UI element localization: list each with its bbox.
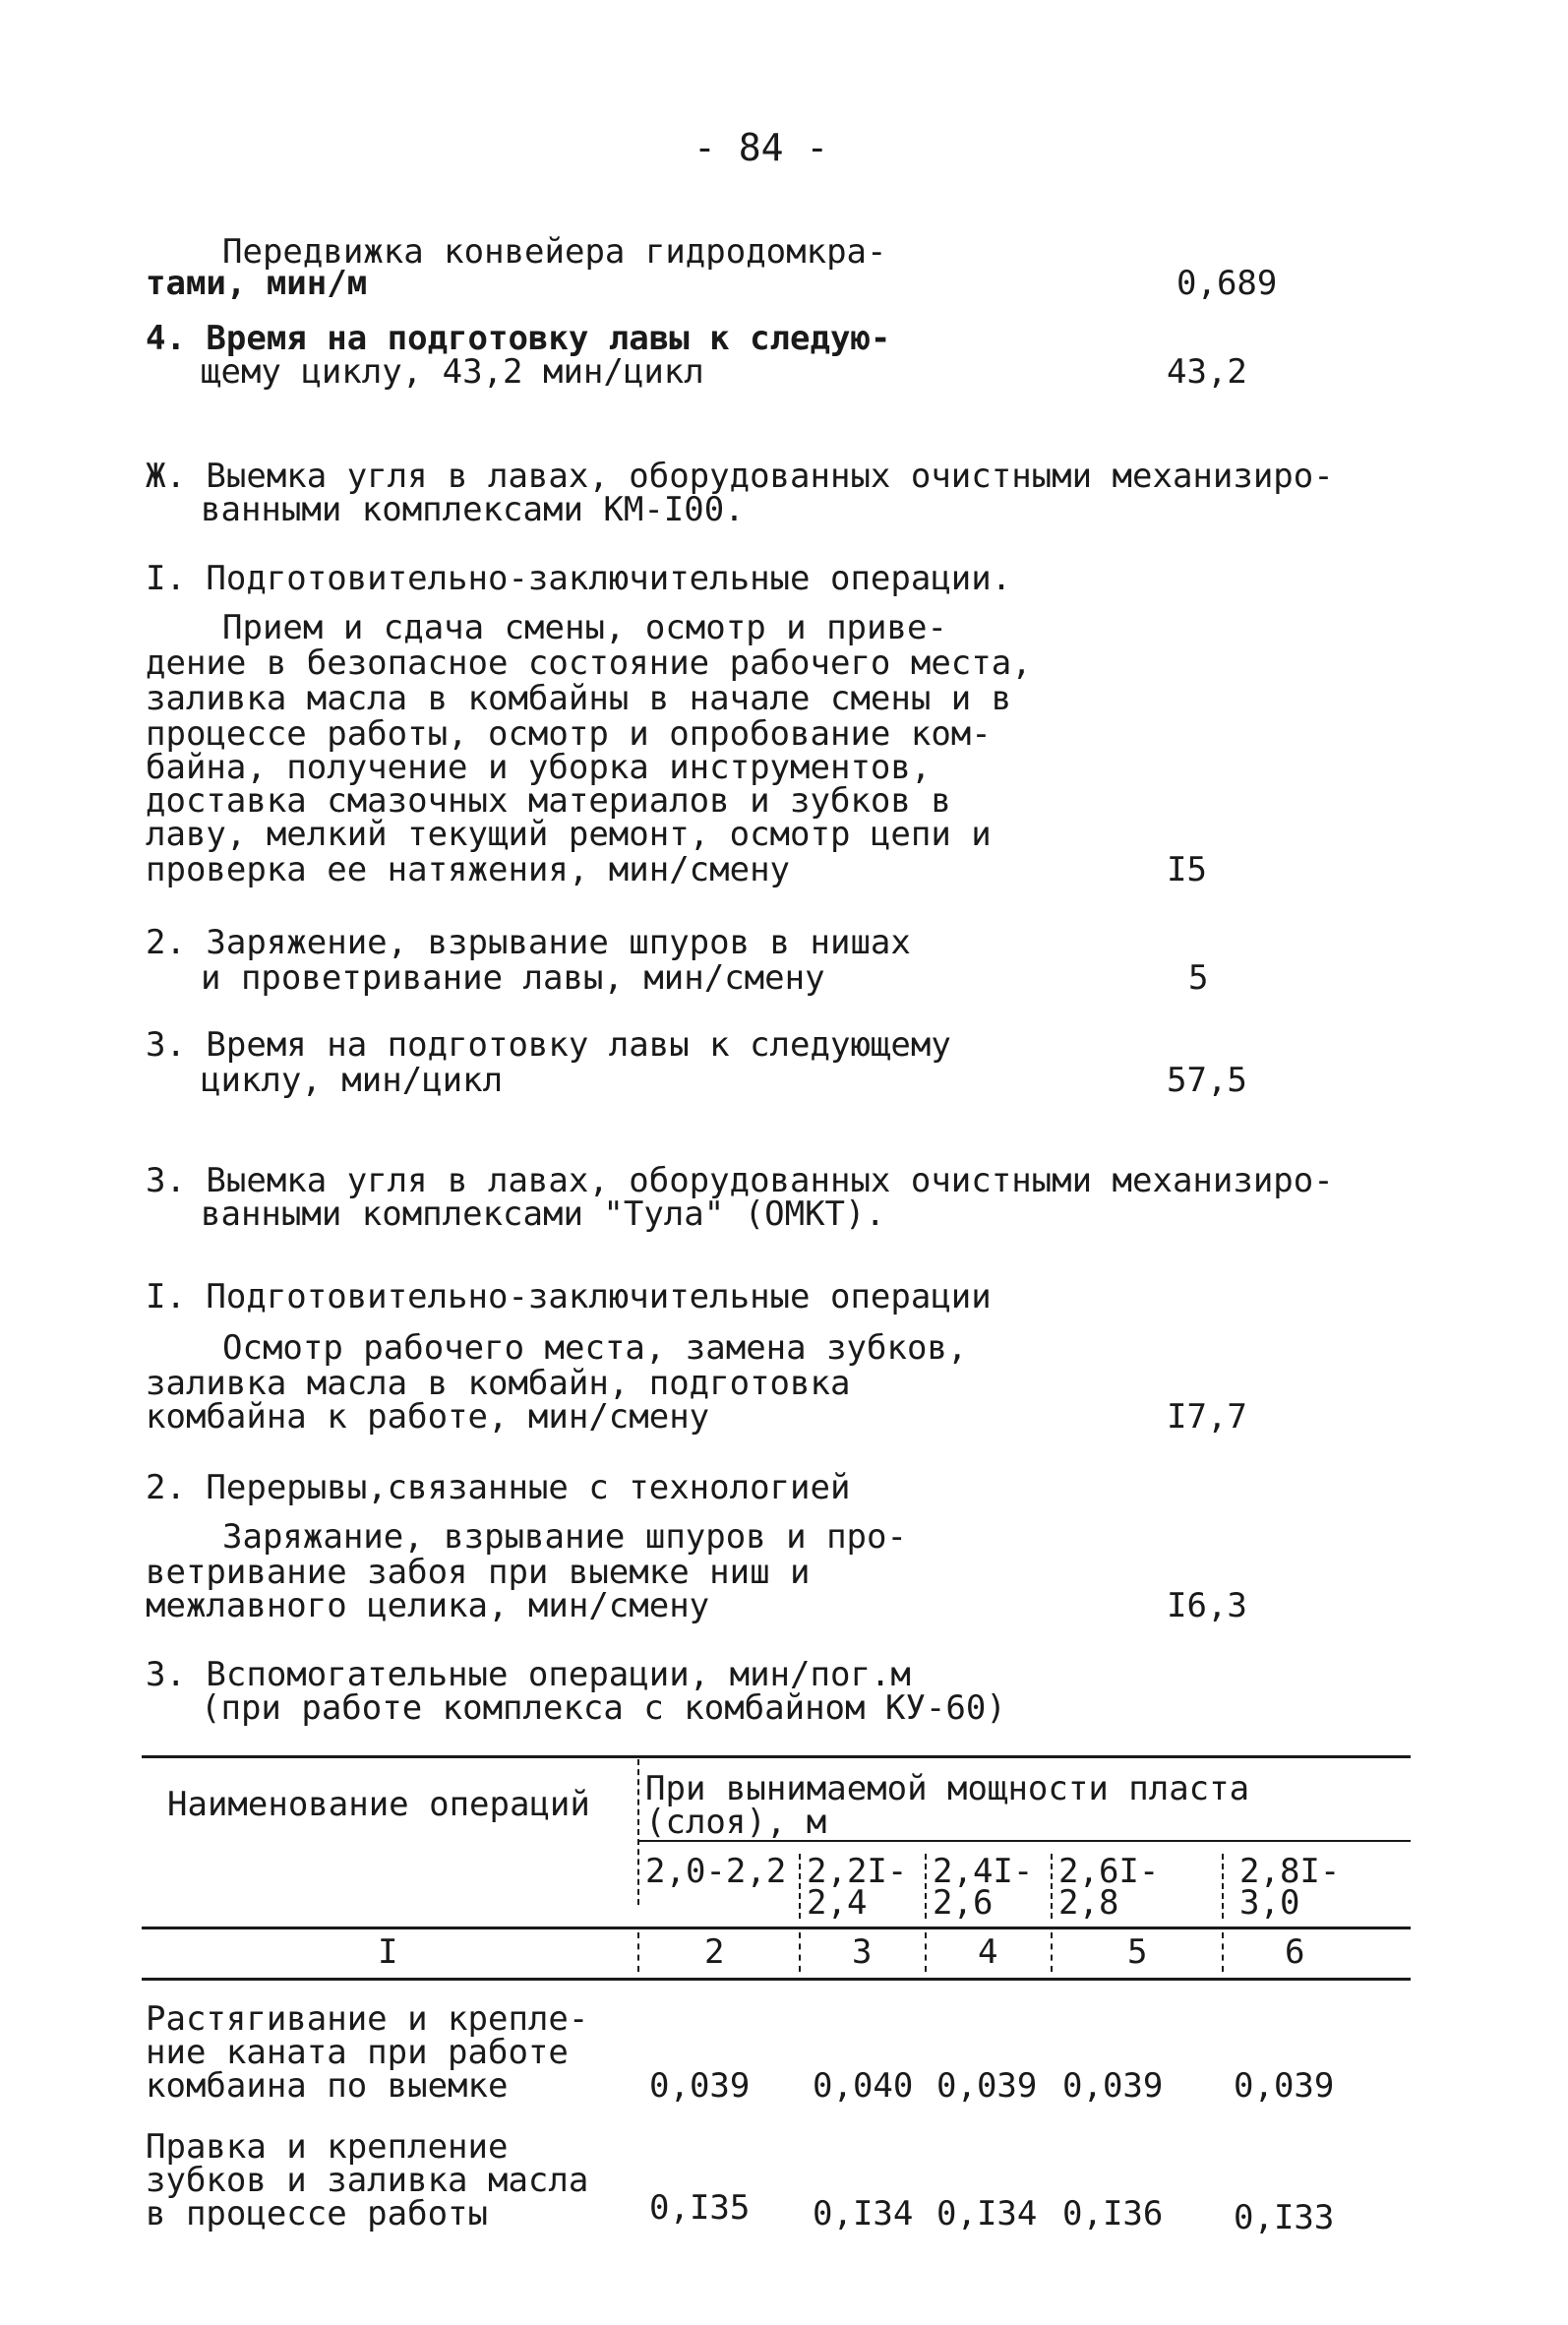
item4-value: 43,2: [1167, 352, 1247, 392]
table-range-col3-line2: 2,4: [807, 1883, 868, 1923]
table-header-name: Наименование операций: [167, 1785, 590, 1824]
conveyor-text-line2: тами, мин/м: [146, 264, 368, 303]
table-col-divider-5: [1051, 1854, 1053, 1919]
section-z-item1-line3: комбайна к работе, мин/смену: [146, 1397, 710, 1437]
row2-value-col3: 0,I34: [813, 2194, 914, 2233]
table-colnum-2: 2: [704, 1932, 725, 1972]
section-z-item2-title: 2. Перерывы,связанные с технологией: [146, 1468, 851, 1507]
section-zh-item1-value: I5: [1167, 850, 1207, 889]
section-zh-item2-line2: и проветривание лавы, мин/смену: [201, 958, 825, 998]
section-z-item1-value: I7,7: [1167, 1397, 1247, 1437]
row2-name-line3: в процессе работы: [146, 2194, 488, 2233]
row2-name-line1: Правка и крепление: [146, 2127, 509, 2167]
table-group-rule: [639, 1840, 1411, 1842]
section-z-item3-line1: 3. Вспомогательные операции, мин/пог.м: [146, 1655, 911, 1694]
row1-name-line3: комбаина по выемке: [146, 2066, 509, 2106]
table-range-col4-line1: 2,4I-: [933, 1852, 1034, 1891]
table-range-col6-line1: 2,8I-: [1239, 1852, 1341, 1891]
table-col-divider-4: [925, 1854, 927, 1919]
row2-name-line2: зубков и заливка масла: [146, 2161, 589, 2200]
section-zh-item1-line5: байна, получение и уборка инструментов,: [146, 748, 932, 787]
section-zh-item1-line6: доставка смазочных материалов и зубков в: [146, 781, 951, 821]
table-range-col6-line2: 3,0: [1239, 1883, 1300, 1923]
table-col-divider-3: [799, 1854, 801, 1919]
table-colnum-1: I: [378, 1932, 398, 1972]
table-num-divider-4: [925, 1932, 927, 1972]
section-z-heading-line1: З. Выемка угля в лавах, оборудованных очистными механизиро-: [146, 1161, 1334, 1200]
section-z-item1-title: I. Подготовительно-заключительные операции: [146, 1277, 992, 1316]
row2-value-col5: 0,I36: [1062, 2194, 1164, 2233]
section-z-item2-value: I6,3: [1167, 1586, 1247, 1625]
section-zh-item1-line3: заливка масла в комбайны в начале смены и в: [146, 679, 1012, 718]
row1-name-line1: Растягивание и крепле-: [146, 1999, 589, 2039]
section-zh-item3-line2: циклу, мин/цикл: [201, 1061, 504, 1100]
conveyor-value: 0,689: [1176, 264, 1278, 303]
section-z-item2-line3: межлавного целика, мин/смену: [146, 1586, 710, 1625]
section-z-item2-line2: ветривание забоя при выемке ниш и: [146, 1553, 811, 1592]
section-z-heading-line2: ванными комплексами "Тула" (ОМКТ).: [201, 1194, 885, 1234]
section-z-item3-line2: (при работе комплекса с комбайном КУ-60): [201, 1688, 1006, 1728]
row1-name-line2: ние каната при работе: [146, 2033, 569, 2072]
table-range-col3-line1: 2,2I-: [807, 1852, 908, 1891]
row2-value-col6: 0,I33: [1234, 2198, 1335, 2237]
section-zh-item3-value: 57,5: [1167, 1061, 1247, 1100]
table-range-col4-line2: 2,6: [933, 1883, 994, 1923]
row2-value-col4: 0,I34: [936, 2194, 1038, 2233]
table-col-divider-6: [1222, 1854, 1224, 1919]
section-z-item2-line1: Заряжание, взрывание шпуров и про-: [222, 1517, 907, 1557]
section-zh-item1-line1: Прием и сдача смены, осмотр и приве-: [222, 608, 947, 647]
table-header-rule: [142, 1927, 1411, 1929]
section-z-item1-line2: заливка масла в комбайн, подготовка: [146, 1364, 851, 1403]
table-num-divider-3: [799, 1932, 801, 1972]
table-colnum-4: 4: [978, 1932, 998, 1972]
conveyor-text-line1: Передвижка конвейера гидродомкра-: [222, 232, 887, 272]
section-zh-heading-line1: Ж. Выемка угля в лавах, оборудованных очистными механизиро-: [146, 457, 1334, 496]
row1-value-col4: 0,039: [936, 2066, 1038, 2106]
section-zh-item1-line4: процессе работы, осмотр и опробование ком-: [146, 714, 992, 754]
table-top-rule: [142, 1755, 1411, 1758]
table-num-divider-2: [637, 1932, 639, 1972]
item4-text-line2: щему циклу, 43,2 мин/цикл: [201, 352, 704, 392]
table-header-group-line1: При вынимаемой мощности пласта: [645, 1769, 1250, 1808]
table-colnum-6: 6: [1285, 1932, 1305, 1972]
row1-value-col6: 0,039: [1234, 2066, 1335, 2106]
section-zh-item2-line1: 2. Заряжение, взрывание шпуров в нишах: [146, 923, 911, 962]
table-range-col2-line1: 2,0-2,2: [645, 1852, 787, 1891]
table-header-group-line2: (слоя), м: [645, 1803, 827, 1842]
table-num-divider-6: [1222, 1932, 1224, 1972]
section-zh-item1-title: I. Подготовительно-заключительные операции.: [146, 559, 1012, 598]
table-colnum-3: 3: [852, 1932, 873, 1972]
section-zh-item1-line8: проверка ее натяжения, мин/смену: [146, 850, 791, 889]
section-zh-item1-line2: дение в безопасное состояние рабочего места,: [146, 643, 1032, 683]
section-zh-item1-line7: лаву, мелкий текущий ремонт, осмотр цепи и: [146, 815, 992, 854]
row2-value-col2: 0,I35: [649, 2188, 751, 2228]
section-zh-item3-line1: 3. Время на подготовку лавы к следующему: [146, 1025, 951, 1065]
section-z-item1-line1: Осмотр рабочего места, замена зубков,: [222, 1328, 968, 1368]
table-numbers-rule: [142, 1978, 1411, 1981]
table-header-divider: [637, 1759, 639, 1905]
table-colnum-5: 5: [1127, 1932, 1148, 1972]
item4-text-line1: 4. Время на подготовку лавы к следую-: [146, 319, 891, 358]
row1-value-col5: 0,039: [1062, 2066, 1164, 2106]
page-number: - 84 -: [694, 126, 829, 169]
table-num-divider-5: [1051, 1932, 1053, 1972]
section-zh-heading-line2: ванными комплексами КМ-I00.: [201, 490, 745, 529]
table-range-col5-line1: 2,6I-: [1058, 1852, 1160, 1891]
table-range-col5-line2: 2,8: [1058, 1883, 1119, 1923]
row1-value-col3: 0,040: [813, 2066, 914, 2106]
section-zh-item2-value: 5: [1188, 958, 1209, 998]
row1-value-col2: 0,039: [649, 2066, 751, 2106]
